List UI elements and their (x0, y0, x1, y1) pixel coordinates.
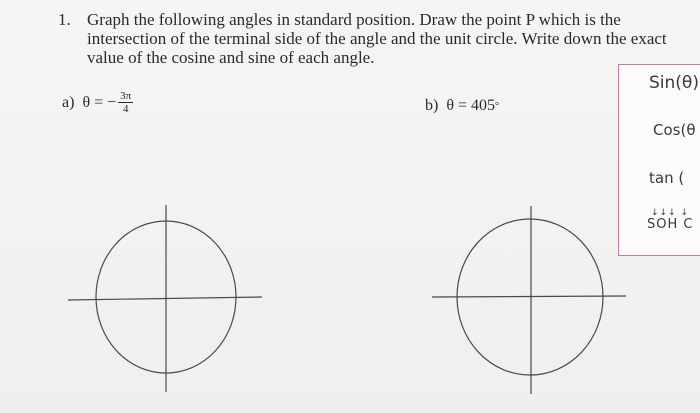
circle-b (457, 219, 603, 375)
question-line-1: Graph the following angles in standard position. Draw the point P which is the (87, 10, 621, 29)
part-a (62, 90, 133, 115)
part-b-degree: ° (495, 100, 500, 112)
sticky-arrows: ↓↓↓ ↓ (651, 208, 690, 218)
part-b-label: b) (425, 97, 439, 114)
x-axis-a (68, 297, 262, 300)
sticky-mnemonic: SOH C (647, 217, 694, 232)
part-b (425, 97, 499, 115)
unit-circle-b (432, 206, 626, 394)
x-axis-b (432, 296, 626, 297)
question-number: 1. (58, 10, 71, 29)
part-a-label: a) (62, 93, 75, 111)
sticky-tan: tan ( (649, 169, 685, 187)
question-line-2: intersection of the terminal side of the angle and the unit circle. Write down the exact (87, 29, 667, 48)
part-a-lhs: θ = − (82, 93, 117, 111)
unit-circle-a (68, 205, 262, 392)
part-a-fraction (118, 90, 133, 115)
sticky-cos: Cos(θ (653, 121, 696, 139)
circle-a (96, 221, 236, 373)
part-a-numerator: 3π (120, 90, 132, 102)
sticky-note (618, 64, 700, 256)
sticky-sin: Sin(θ) (649, 73, 699, 93)
question-text (87, 10, 697, 67)
part-a-denominator: 4 (122, 103, 129, 115)
part-b-lhs: θ = 405 (446, 97, 496, 114)
question-line-3: value of the cosine and sine of each angle. (87, 48, 375, 67)
